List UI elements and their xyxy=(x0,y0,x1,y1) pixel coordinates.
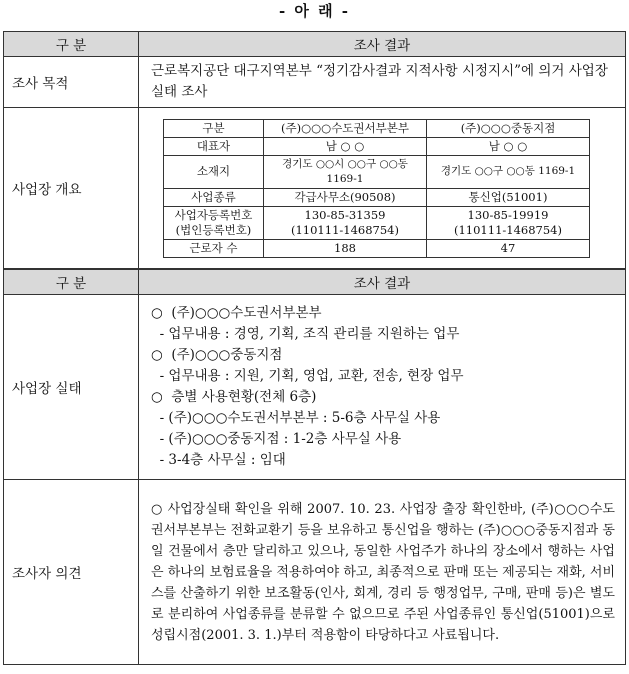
status-line: ○ (주)○○○중동지점 xyxy=(151,347,283,363)
workers-b: 47 xyxy=(427,239,590,257)
registration-label xyxy=(164,206,264,239)
header-result-2: 조사 결과 xyxy=(139,270,626,295)
purpose-text: 근로복지공단 대구지역본부 “정기감사결과 지적사항 시정지시”에 의거 사업장 실태 조사 xyxy=(139,57,626,108)
survey-table-2 xyxy=(3,269,626,665)
status-line: - (주)○○○중동지점 : 1-2층 사무실 사용 xyxy=(151,431,402,447)
status-line: ○ (주)○○○수도권서부본부 xyxy=(151,305,322,321)
registration-b-2: (110111-1468754) xyxy=(454,222,562,237)
registration-b-1: 130-85-19919 xyxy=(467,207,549,222)
business-type-label: 사업종류 xyxy=(164,188,264,206)
survey-table-1 xyxy=(3,31,626,269)
opinion-label: 조사자 의견 xyxy=(4,480,139,665)
status-line: ○ 층별 사용현황(전체 6층) xyxy=(151,389,317,405)
status-line: - (주)○○○수도권서부본부 : 5-6층 사무실 사용 xyxy=(151,410,441,426)
workers-label: 근로자 수 xyxy=(164,239,264,257)
business-type-a: 각급사무소(90508) xyxy=(264,188,427,206)
status-line: - 업무내용 : 지원, 기획, 영업, 교환, 전송, 현장 업무 xyxy=(151,368,464,384)
address-label: 소재지 xyxy=(164,155,264,188)
status-line: - 3-4층 사무실 : 임대 xyxy=(151,452,286,468)
registration-a xyxy=(264,206,427,239)
status-content xyxy=(139,295,626,480)
registration-a-1: 130-85-31359 xyxy=(304,207,386,222)
header-result: 조사 결과 xyxy=(139,32,626,57)
header-category: 구 분 xyxy=(4,32,139,57)
sub-header-company-b: (주)○○○중동지점 xyxy=(427,119,590,137)
registration-a-2: (110111-1468754) xyxy=(291,222,399,237)
overview-subtable xyxy=(163,119,590,258)
purpose-label: 조사 목적 xyxy=(4,57,139,108)
representative-a: 남 ○ ○ xyxy=(264,137,427,155)
status-label: 사업장 실태 xyxy=(4,295,139,480)
address-a: 경기도 ○○시 ○○구 ○○동 1169-1 xyxy=(264,155,427,188)
workers-a: 188 xyxy=(264,239,427,257)
sub-header-label: 구분 xyxy=(164,119,264,137)
representative-label: 대표자 xyxy=(164,137,264,155)
page-heading: - 아 래 - xyxy=(278,2,351,20)
registration-b xyxy=(427,206,590,239)
opinion-text: ○ 사업장실태 확인을 위해 2007. 10. 23. 사업장 출장 확인한바, (주)○○○수도권서부본부는 전화교환기 등을 보유하고 통신업을 행하는 (주)○○○중동지점과 동일 건물에서 층만 달리하고 있으나, 동일한 사업주가 하나의 장소에서 행하는 사업은 하나의 보험료율을 적용하여야 하고, 최종적으로 판매 또는 제공되는 재화, 서비스를 산출하기 위한 보조활동(인사, 회계, 경리 등 행정업무, 구매, 판매 등)은 별도로 분리하여 사업종류를 분류할 수 없으므로 주된 사업종류인 통신업(51001)으로 성립시점(2001. 3. 1.)부터 적용함이 타당하다고 사료됩니다. xyxy=(139,480,626,665)
status-line: - 업무내용 : 경영, 기획, 조직 관리를 지원하는 업무 xyxy=(151,326,460,342)
registration-label-1: 사업자등록번호 xyxy=(174,207,253,222)
business-type-b: 통신업(51001) xyxy=(427,188,590,206)
header-category-2: 구 분 xyxy=(4,270,139,295)
address-b: 경기도 ○○구 ○○동 1169-1 xyxy=(427,155,590,188)
representative-b: 남 ○ ○ xyxy=(427,137,590,155)
overview-label: 사업장 개요 xyxy=(4,108,139,269)
registration-label-2: (법인등록번호) xyxy=(175,222,252,237)
sub-header-company-a: (주)○○○수도권서부본부 xyxy=(264,119,427,137)
